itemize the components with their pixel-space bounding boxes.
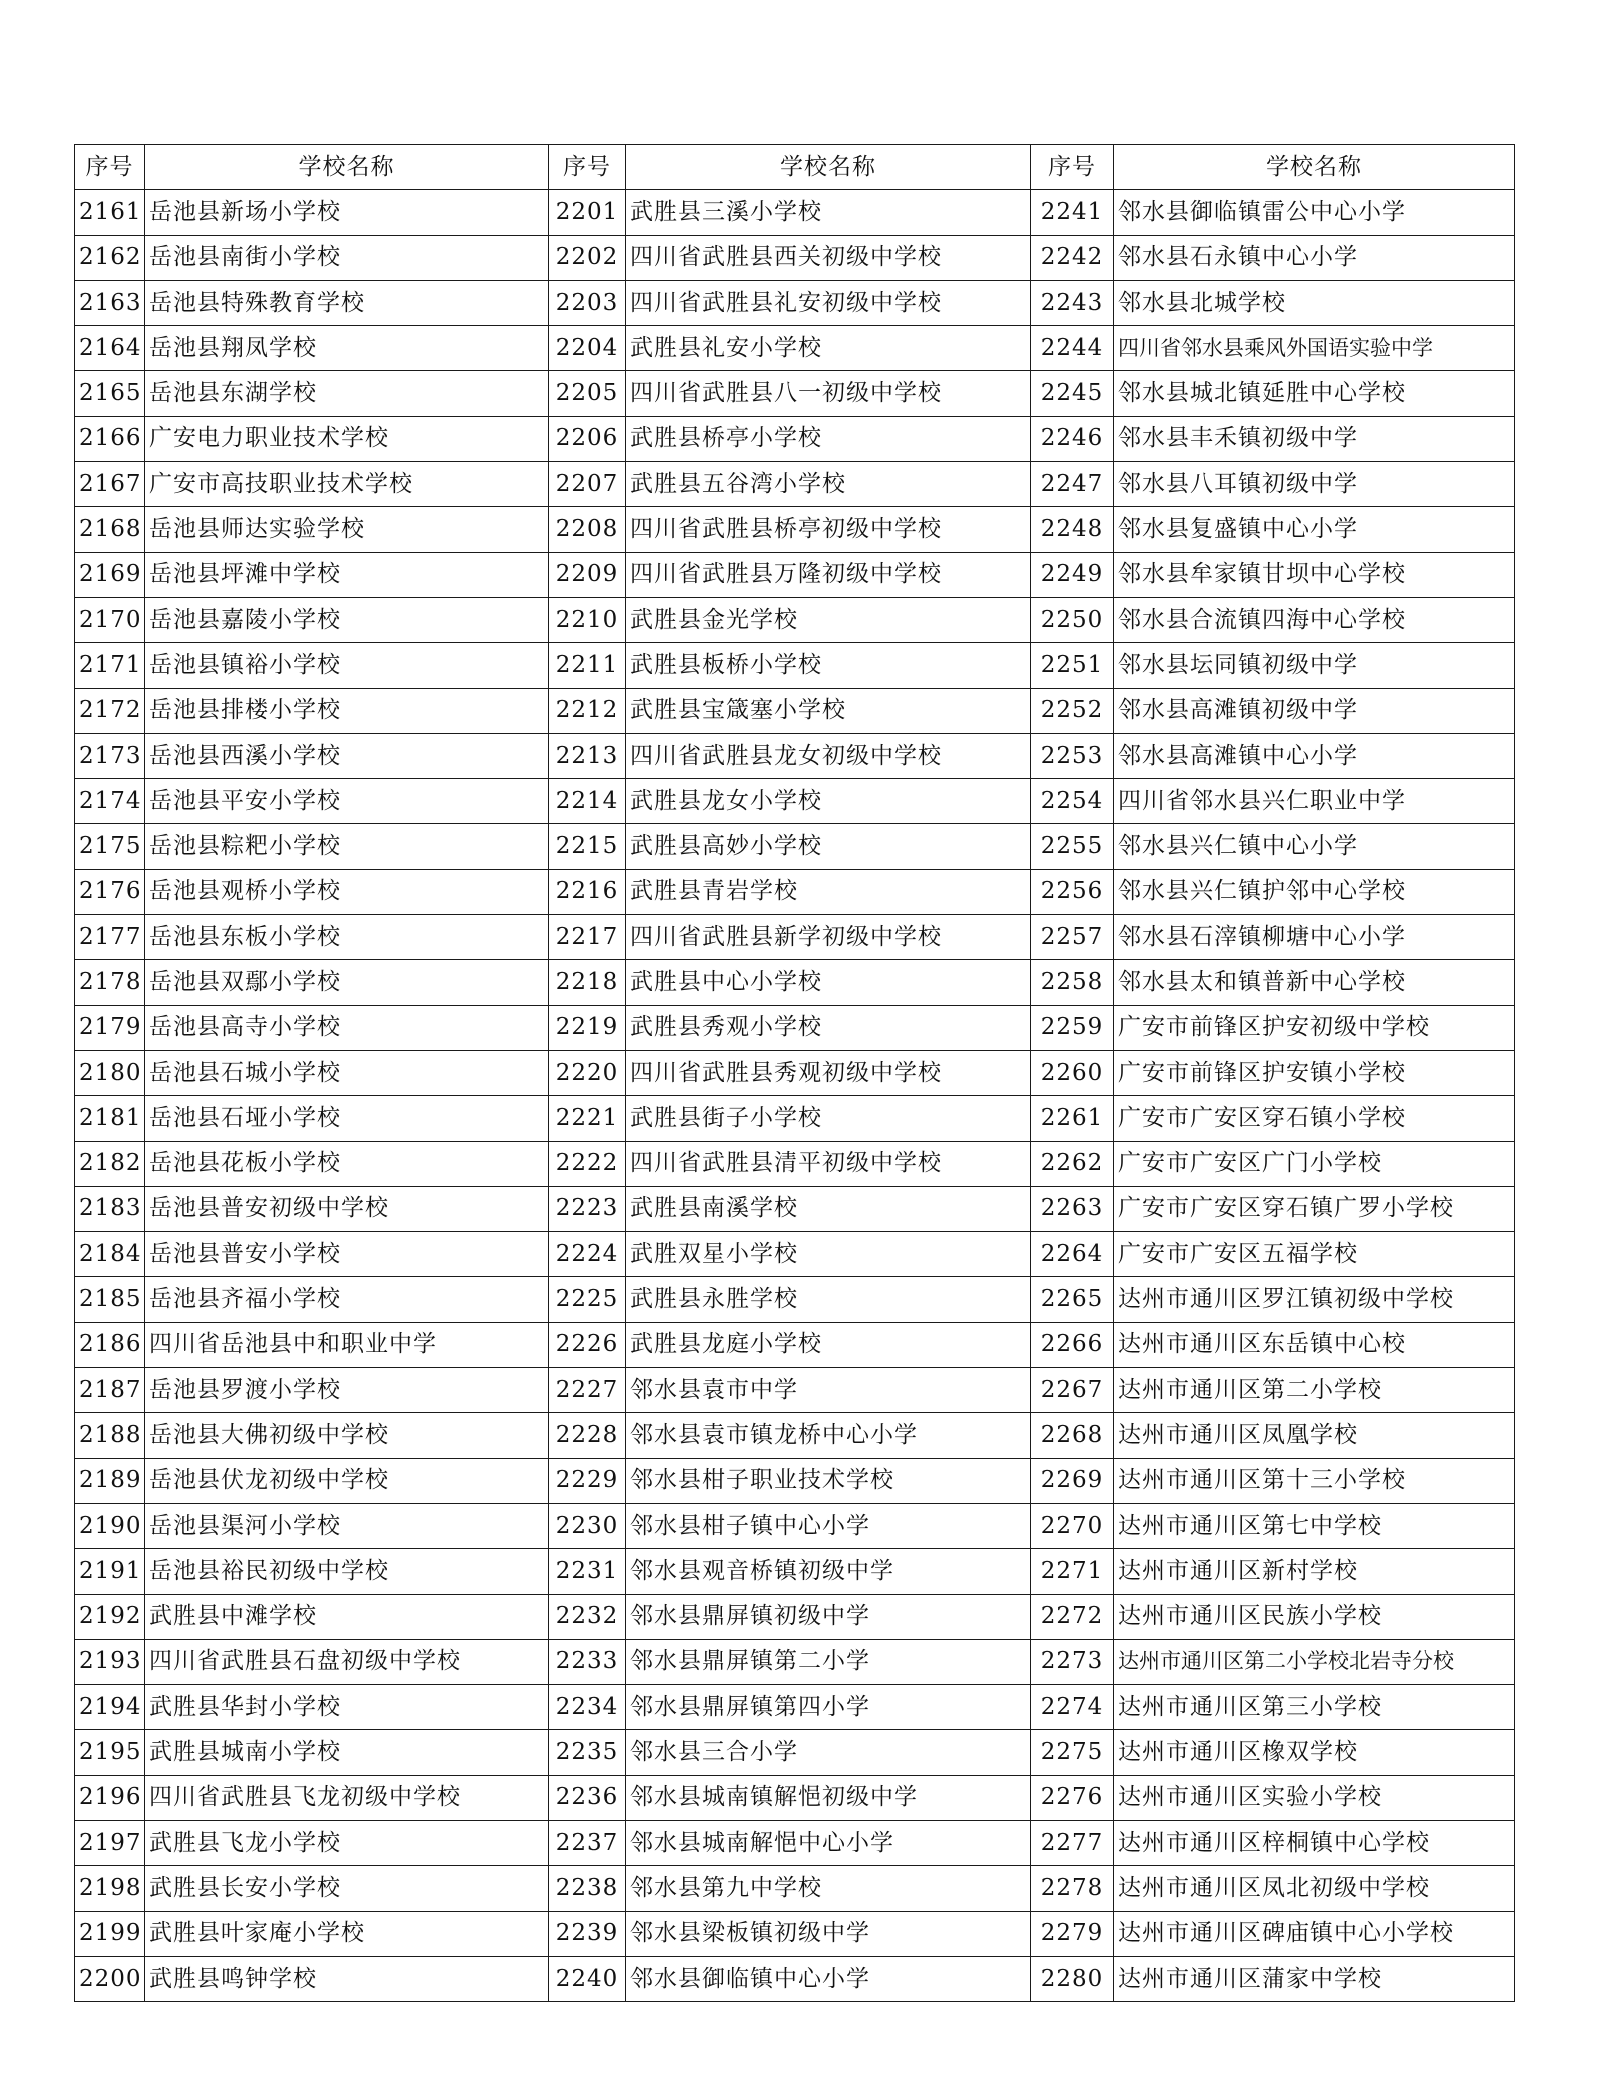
school-name-cell: 武胜县板桥小学校 bbox=[626, 643, 1031, 688]
seq-cell: 2199 bbox=[75, 1911, 145, 1956]
table-row bbox=[75, 1186, 1515, 1231]
school-name-cell: 四川省邻水县兴仁职业中学 bbox=[1114, 779, 1515, 824]
school-name-cell: 武胜双星小学校 bbox=[626, 1232, 1031, 1277]
seq-cell: 2163 bbox=[75, 280, 145, 325]
school-name-cell: 达州市通川区第二小学校 bbox=[1114, 1368, 1515, 1413]
school-name-cell: 达州市通川区东岳镇中心校 bbox=[1114, 1322, 1515, 1367]
school-name-cell: 四川省武胜县西关初级中学校 bbox=[626, 235, 1031, 280]
seq-cell: 2277 bbox=[1031, 1820, 1114, 1865]
school-name-cell: 岳池县镇裕小学校 bbox=[145, 643, 549, 688]
school-name-cell: 邻水县城北镇延胜中心学校 bbox=[1114, 371, 1515, 416]
table-row bbox=[75, 915, 1515, 960]
school-name-cell: 邻水县鼎屏镇第二小学 bbox=[626, 1639, 1031, 1684]
school-name-cell: 四川省武胜县桥亭初级中学校 bbox=[626, 507, 1031, 552]
seq-header: 序号 bbox=[75, 145, 145, 190]
school-name-cell: 岳池县西溪小学校 bbox=[145, 733, 549, 778]
seq-cell: 2175 bbox=[75, 824, 145, 869]
school-name-cell: 邻水县坛同镇初级中学 bbox=[1114, 643, 1515, 688]
school-name-cell: 邻水县高滩镇中心小学 bbox=[1114, 733, 1515, 778]
seq-cell: 2275 bbox=[1031, 1730, 1114, 1775]
seq-cell: 2224 bbox=[549, 1232, 626, 1277]
school-name-cell: 岳池县高寺小学校 bbox=[145, 1005, 549, 1050]
seq-cell: 2177 bbox=[75, 915, 145, 960]
table-row bbox=[75, 1775, 1515, 1820]
school-name-cell: 邻水县城南解悒中心小学 bbox=[626, 1820, 1031, 1865]
seq-cell: 2162 bbox=[75, 235, 145, 280]
school-name-cell: 达州市通川区民族小学校 bbox=[1114, 1594, 1515, 1639]
table-row bbox=[75, 733, 1515, 778]
seq-cell: 2267 bbox=[1031, 1368, 1114, 1413]
school-name-cell: 邻水县八耳镇初级中学 bbox=[1114, 462, 1515, 507]
seq-cell: 2256 bbox=[1031, 869, 1114, 914]
seq-cell: 2246 bbox=[1031, 416, 1114, 461]
seq-cell: 2202 bbox=[549, 235, 626, 280]
table-row bbox=[75, 688, 1515, 733]
seq-cell: 2235 bbox=[549, 1730, 626, 1775]
seq-cell: 2189 bbox=[75, 1458, 145, 1503]
table-row bbox=[75, 1639, 1515, 1684]
seq-cell: 2272 bbox=[1031, 1594, 1114, 1639]
seq-cell: 2209 bbox=[549, 552, 626, 597]
seq-cell: 2258 bbox=[1031, 960, 1114, 1005]
table-row bbox=[75, 869, 1515, 914]
seq-cell: 2249 bbox=[1031, 552, 1114, 597]
school-name-cell: 岳池县石城小学校 bbox=[145, 1050, 549, 1095]
school-name-cell: 武胜县金光学校 bbox=[626, 597, 1031, 642]
school-name-cell: 岳池县师达实验学校 bbox=[145, 507, 549, 552]
school-name-cell: 达州市通川区第三小学校 bbox=[1114, 1685, 1515, 1730]
seq-cell: 2234 bbox=[549, 1685, 626, 1730]
seq-header: 序号 bbox=[1031, 145, 1114, 190]
school-name-cell: 四川省武胜县龙女初级中学校 bbox=[626, 733, 1031, 778]
seq-cell: 2260 bbox=[1031, 1050, 1114, 1095]
seq-cell: 2271 bbox=[1031, 1549, 1114, 1594]
school-name-cell: 岳池县坪滩中学校 bbox=[145, 552, 549, 597]
seq-cell: 2268 bbox=[1031, 1413, 1114, 1458]
school-name-cell: 四川省武胜县八一初级中学校 bbox=[626, 371, 1031, 416]
table-row bbox=[75, 280, 1515, 325]
seq-cell: 2208 bbox=[549, 507, 626, 552]
school-name-cell: 武胜县长安小学校 bbox=[145, 1866, 549, 1911]
seq-cell: 2240 bbox=[549, 1956, 626, 2001]
school-name-cell: 邻水县御临镇雷公中心小学 bbox=[1114, 190, 1515, 235]
school-name-cell: 武胜县城南小学校 bbox=[145, 1730, 549, 1775]
school-name-cell: 邻水县石滓镇柳塘中心小学 bbox=[1114, 915, 1515, 960]
seq-cell: 2230 bbox=[549, 1503, 626, 1548]
school-name-cell: 四川省武胜县飞龙初级中学校 bbox=[145, 1775, 549, 1820]
school-name-cell: 达州市通川区罗江镇初级中学校 bbox=[1114, 1277, 1515, 1322]
seq-cell: 2184 bbox=[75, 1232, 145, 1277]
school-name-cell: 达州市通川区第七中学校 bbox=[1114, 1503, 1515, 1548]
table-row bbox=[75, 643, 1515, 688]
seq-cell: 2164 bbox=[75, 326, 145, 371]
seq-cell: 2238 bbox=[549, 1866, 626, 1911]
seq-cell: 2198 bbox=[75, 1866, 145, 1911]
table-row bbox=[75, 507, 1515, 552]
seq-cell: 2237 bbox=[549, 1820, 626, 1865]
school-name-cell: 达州市通川区蒲家中学校 bbox=[1114, 1956, 1515, 2001]
school-name-cell: 四川省武胜县清平初级中学校 bbox=[626, 1141, 1031, 1186]
seq-cell: 2168 bbox=[75, 507, 145, 552]
seq-cell: 2192 bbox=[75, 1594, 145, 1639]
school-name-cell: 邻水县合流镇四海中心学校 bbox=[1114, 597, 1515, 642]
seq-cell: 2205 bbox=[549, 371, 626, 416]
school-name-cell: 岳池县排楼小学校 bbox=[145, 688, 549, 733]
school-name-cell: 武胜县叶家庵小学校 bbox=[145, 1911, 549, 1956]
school-name-cell: 邻水县北城学校 bbox=[1114, 280, 1515, 325]
table-row bbox=[75, 326, 1515, 371]
table-row bbox=[75, 1050, 1515, 1095]
school-name-cell: 武胜县街子小学校 bbox=[626, 1096, 1031, 1141]
school-name-cell: 岳池县伏龙初级中学校 bbox=[145, 1458, 549, 1503]
school-name-cell: 岳池县翔凤学校 bbox=[145, 326, 549, 371]
school-name-cell: 达州市通川区新村学校 bbox=[1114, 1549, 1515, 1594]
seq-cell: 2190 bbox=[75, 1503, 145, 1548]
seq-cell: 2233 bbox=[549, 1639, 626, 1684]
school-name-cell: 达州市通川区第十三小学校 bbox=[1114, 1458, 1515, 1503]
seq-cell: 2227 bbox=[549, 1368, 626, 1413]
table-row bbox=[75, 235, 1515, 280]
seq-cell: 2214 bbox=[549, 779, 626, 824]
seq-cell: 2262 bbox=[1031, 1141, 1114, 1186]
school-name-cell: 邻水县御临镇中心小学 bbox=[626, 1956, 1031, 2001]
school-list-table bbox=[74, 144, 1515, 2002]
school-name-cell: 邻水县袁市中学 bbox=[626, 1368, 1031, 1413]
seq-cell: 2169 bbox=[75, 552, 145, 597]
table-row bbox=[75, 597, 1515, 642]
seq-cell: 2174 bbox=[75, 779, 145, 824]
table-row bbox=[75, 1322, 1515, 1367]
table-row bbox=[75, 1005, 1515, 1050]
school-name-cell: 广安市广安区穿石镇广罗小学校 bbox=[1114, 1186, 1515, 1231]
seq-cell: 2251 bbox=[1031, 643, 1114, 688]
seq-cell: 2196 bbox=[75, 1775, 145, 1820]
table-row bbox=[75, 1368, 1515, 1413]
seq-cell: 2231 bbox=[549, 1549, 626, 1594]
table-row bbox=[75, 1458, 1515, 1503]
school-name-cell: 广安市广安区五福学校 bbox=[1114, 1232, 1515, 1277]
seq-cell: 2257 bbox=[1031, 915, 1114, 960]
seq-cell: 2247 bbox=[1031, 462, 1114, 507]
seq-cell: 2191 bbox=[75, 1549, 145, 1594]
school-name-header: 学校名称 bbox=[626, 145, 1031, 190]
table-row bbox=[75, 1096, 1515, 1141]
school-name-cell: 达州市通川区实验小学校 bbox=[1114, 1775, 1515, 1820]
table-row bbox=[75, 1820, 1515, 1865]
school-name-header: 学校名称 bbox=[145, 145, 549, 190]
table-body bbox=[75, 190, 1515, 2002]
seq-cell: 2232 bbox=[549, 1594, 626, 1639]
seq-cell: 2161 bbox=[75, 190, 145, 235]
seq-cell: 2200 bbox=[75, 1956, 145, 2001]
seq-header: 序号 bbox=[549, 145, 626, 190]
school-name-cell: 武胜县飞龙小学校 bbox=[145, 1820, 549, 1865]
seq-cell: 2266 bbox=[1031, 1322, 1114, 1367]
school-name-header: 学校名称 bbox=[1114, 145, 1515, 190]
seq-cell: 2222 bbox=[549, 1141, 626, 1186]
seq-cell: 2172 bbox=[75, 688, 145, 733]
table-header-row bbox=[75, 145, 1515, 190]
seq-cell: 2219 bbox=[549, 1005, 626, 1050]
seq-cell: 2188 bbox=[75, 1413, 145, 1458]
seq-cell: 2248 bbox=[1031, 507, 1114, 552]
seq-cell: 2176 bbox=[75, 869, 145, 914]
seq-cell: 2213 bbox=[549, 733, 626, 778]
seq-cell: 2173 bbox=[75, 733, 145, 778]
seq-cell: 2245 bbox=[1031, 371, 1114, 416]
school-name-cell: 岳池县罗渡小学校 bbox=[145, 1368, 549, 1413]
table-row bbox=[75, 824, 1515, 869]
seq-cell: 2195 bbox=[75, 1730, 145, 1775]
seq-cell: 2170 bbox=[75, 597, 145, 642]
school-name-cell: 广安市广安区穿石镇小学校 bbox=[1114, 1096, 1515, 1141]
school-name-cell: 武胜县宝箴塞小学校 bbox=[626, 688, 1031, 733]
table-row bbox=[75, 371, 1515, 416]
seq-cell: 2228 bbox=[549, 1413, 626, 1458]
seq-cell: 2280 bbox=[1031, 1956, 1114, 2001]
school-name-cell: 岳池县齐福小学校 bbox=[145, 1277, 549, 1322]
seq-cell: 2165 bbox=[75, 371, 145, 416]
school-name-cell: 岳池县渠河小学校 bbox=[145, 1503, 549, 1548]
school-name-cell: 四川省邻水县乘风外国语实验中学 bbox=[1114, 326, 1515, 371]
seq-cell: 2194 bbox=[75, 1685, 145, 1730]
school-name-cell: 岳池县花板小学校 bbox=[145, 1141, 549, 1186]
school-name-cell: 邻水县太和镇普新中心学校 bbox=[1114, 960, 1515, 1005]
seq-cell: 2218 bbox=[549, 960, 626, 1005]
seq-cell: 2261 bbox=[1031, 1096, 1114, 1141]
table-row bbox=[75, 1503, 1515, 1548]
school-name-cell: 四川省武胜县秀观初级中学校 bbox=[626, 1050, 1031, 1095]
school-name-cell: 岳池县观桥小学校 bbox=[145, 869, 549, 914]
school-name-cell: 邻水县高滩镇初级中学 bbox=[1114, 688, 1515, 733]
school-name-cell: 邻水县袁市镇龙桥中心小学 bbox=[626, 1413, 1031, 1458]
school-name-cell: 岳池县粽粑小学校 bbox=[145, 824, 549, 869]
school-name-cell: 广安市前锋区护安初级中学校 bbox=[1114, 1005, 1515, 1050]
seq-cell: 2269 bbox=[1031, 1458, 1114, 1503]
seq-cell: 2265 bbox=[1031, 1277, 1114, 1322]
seq-cell: 2263 bbox=[1031, 1186, 1114, 1231]
seq-cell: 2220 bbox=[549, 1050, 626, 1095]
school-name-cell: 岳池县新场小学校 bbox=[145, 190, 549, 235]
school-name-cell: 岳池县大佛初级中学校 bbox=[145, 1413, 549, 1458]
school-name-cell: 武胜县南溪学校 bbox=[626, 1186, 1031, 1231]
table-row bbox=[75, 1232, 1515, 1277]
school-name-cell: 邻水县兴仁镇护邻中心学校 bbox=[1114, 869, 1515, 914]
school-name-cell: 岳池县普安小学校 bbox=[145, 1232, 549, 1277]
school-name-cell: 岳池县东湖学校 bbox=[145, 371, 549, 416]
school-name-cell: 广安市前锋区护安镇小学校 bbox=[1114, 1050, 1515, 1095]
school-name-cell: 岳池县平安小学校 bbox=[145, 779, 549, 824]
seq-cell: 2178 bbox=[75, 960, 145, 1005]
seq-cell: 2270 bbox=[1031, 1503, 1114, 1548]
table-row bbox=[75, 960, 1515, 1005]
table-row bbox=[75, 552, 1515, 597]
seq-cell: 2244 bbox=[1031, 326, 1114, 371]
school-name-cell: 武胜县青岩学校 bbox=[626, 869, 1031, 914]
table-row bbox=[75, 1956, 1515, 2001]
school-name-cell: 四川省岳池县中和职业中学 bbox=[145, 1322, 549, 1367]
table-row bbox=[75, 1413, 1515, 1458]
school-name-cell: 四川省武胜县万隆初级中学校 bbox=[626, 552, 1031, 597]
school-name-cell: 岳池县东板小学校 bbox=[145, 915, 549, 960]
seq-cell: 2166 bbox=[75, 416, 145, 461]
school-name-cell: 邻水县柑子镇中心小学 bbox=[626, 1503, 1031, 1548]
school-name-cell: 武胜县鸣钟学校 bbox=[145, 1956, 549, 2001]
school-name-cell: 岳池县裕民初级中学校 bbox=[145, 1549, 549, 1594]
table-row bbox=[75, 1594, 1515, 1639]
school-name-cell: 武胜县五谷湾小学校 bbox=[626, 462, 1031, 507]
seq-cell: 2215 bbox=[549, 824, 626, 869]
school-name-cell: 武胜县华封小学校 bbox=[145, 1685, 549, 1730]
seq-cell: 2239 bbox=[549, 1911, 626, 1956]
seq-cell: 2181 bbox=[75, 1096, 145, 1141]
school-name-cell: 达州市通川区梓桐镇中心学校 bbox=[1114, 1820, 1515, 1865]
seq-cell: 2226 bbox=[549, 1322, 626, 1367]
seq-cell: 2223 bbox=[549, 1186, 626, 1231]
seq-cell: 2273 bbox=[1031, 1639, 1114, 1684]
school-name-cell: 邻水县三合小学 bbox=[626, 1730, 1031, 1775]
seq-cell: 2210 bbox=[549, 597, 626, 642]
seq-cell: 2217 bbox=[549, 915, 626, 960]
table-row bbox=[75, 1141, 1515, 1186]
school-name-cell: 四川省武胜县石盘初级中学校 bbox=[145, 1639, 549, 1684]
seq-cell: 2252 bbox=[1031, 688, 1114, 733]
school-name-cell: 邻水县鼎屏镇第四小学 bbox=[626, 1685, 1031, 1730]
seq-cell: 2171 bbox=[75, 643, 145, 688]
school-name-cell: 达州市通川区碑庙镇中心小学校 bbox=[1114, 1911, 1515, 1956]
seq-cell: 2250 bbox=[1031, 597, 1114, 642]
table-row bbox=[75, 1549, 1515, 1594]
school-name-cell: 武胜县永胜学校 bbox=[626, 1277, 1031, 1322]
table-row bbox=[75, 1866, 1515, 1911]
seq-cell: 2274 bbox=[1031, 1685, 1114, 1730]
school-name-cell: 邻水县鼎屏镇初级中学 bbox=[626, 1594, 1031, 1639]
seq-cell: 2182 bbox=[75, 1141, 145, 1186]
table-row bbox=[75, 190, 1515, 235]
seq-cell: 2255 bbox=[1031, 824, 1114, 869]
school-name-cell: 邻水县牟家镇甘坝中心学校 bbox=[1114, 552, 1515, 597]
school-name-cell: 武胜县中心小学校 bbox=[626, 960, 1031, 1005]
seq-cell: 2186 bbox=[75, 1322, 145, 1367]
school-name-cell: 达州市通川区第二小学校北岩寺分校 bbox=[1114, 1639, 1515, 1684]
school-name-cell: 武胜县龙庭小学校 bbox=[626, 1322, 1031, 1367]
school-name-cell: 邻水县丰禾镇初级中学 bbox=[1114, 416, 1515, 461]
seq-cell: 2183 bbox=[75, 1186, 145, 1231]
table-row bbox=[75, 1685, 1515, 1730]
school-name-cell: 达州市通川区凤北初级中学校 bbox=[1114, 1866, 1515, 1911]
school-name-cell: 武胜县秀观小学校 bbox=[626, 1005, 1031, 1050]
school-name-cell: 武胜县中滩学校 bbox=[145, 1594, 549, 1639]
table-row bbox=[75, 462, 1515, 507]
seq-cell: 2201 bbox=[549, 190, 626, 235]
school-name-cell: 武胜县礼安小学校 bbox=[626, 326, 1031, 371]
seq-cell: 2279 bbox=[1031, 1911, 1114, 1956]
seq-cell: 2254 bbox=[1031, 779, 1114, 824]
seq-cell: 2180 bbox=[75, 1050, 145, 1095]
school-name-cell: 岳池县嘉陵小学校 bbox=[145, 597, 549, 642]
seq-cell: 2203 bbox=[549, 280, 626, 325]
school-name-cell: 四川省武胜县礼安初级中学校 bbox=[626, 280, 1031, 325]
seq-cell: 2193 bbox=[75, 1639, 145, 1684]
seq-cell: 2278 bbox=[1031, 1866, 1114, 1911]
seq-cell: 2236 bbox=[549, 1775, 626, 1820]
seq-cell: 2264 bbox=[1031, 1232, 1114, 1277]
seq-cell: 2225 bbox=[549, 1277, 626, 1322]
school-name-cell: 邻水县兴仁镇中心小学 bbox=[1114, 824, 1515, 869]
school-name-cell: 武胜县高妙小学校 bbox=[626, 824, 1031, 869]
seq-cell: 2216 bbox=[549, 869, 626, 914]
school-name-cell: 岳池县南街小学校 bbox=[145, 235, 549, 280]
school-name-cell: 四川省武胜县新学初级中学校 bbox=[626, 915, 1031, 960]
table-row bbox=[75, 416, 1515, 461]
seq-cell: 2221 bbox=[549, 1096, 626, 1141]
school-name-cell: 邻水县第九中学校 bbox=[626, 1866, 1031, 1911]
table-row bbox=[75, 1277, 1515, 1322]
school-name-cell: 邻水县复盛镇中心小学 bbox=[1114, 507, 1515, 552]
school-name-cell: 广安市广安区广门小学校 bbox=[1114, 1141, 1515, 1186]
seq-cell: 2241 bbox=[1031, 190, 1114, 235]
seq-cell: 2229 bbox=[549, 1458, 626, 1503]
seq-cell: 2243 bbox=[1031, 280, 1114, 325]
seq-cell: 2179 bbox=[75, 1005, 145, 1050]
school-name-cell: 武胜县三溪小学校 bbox=[626, 190, 1031, 235]
seq-cell: 2207 bbox=[549, 462, 626, 507]
table-row bbox=[75, 779, 1515, 824]
school-name-cell: 武胜县龙女小学校 bbox=[626, 779, 1031, 824]
table-row bbox=[75, 1730, 1515, 1775]
seq-cell: 2253 bbox=[1031, 733, 1114, 778]
school-name-cell: 达州市通川区凤凰学校 bbox=[1114, 1413, 1515, 1458]
school-name-cell: 广安电力职业技术学校 bbox=[145, 416, 549, 461]
school-name-cell: 岳池县石垭小学校 bbox=[145, 1096, 549, 1141]
seq-cell: 2212 bbox=[549, 688, 626, 733]
school-name-cell: 达州市通川区橡双学校 bbox=[1114, 1730, 1515, 1775]
seq-cell: 2276 bbox=[1031, 1775, 1114, 1820]
seq-cell: 2259 bbox=[1031, 1005, 1114, 1050]
seq-cell: 2204 bbox=[549, 326, 626, 371]
school-name-cell: 邻水县石永镇中心小学 bbox=[1114, 235, 1515, 280]
seq-cell: 2187 bbox=[75, 1368, 145, 1413]
school-name-cell: 邻水县柑子职业技术学校 bbox=[626, 1458, 1031, 1503]
table-row bbox=[75, 1911, 1515, 1956]
school-name-cell: 岳池县特殊教育学校 bbox=[145, 280, 549, 325]
seq-cell: 2197 bbox=[75, 1820, 145, 1865]
seq-cell: 2167 bbox=[75, 462, 145, 507]
school-name-cell: 邻水县观音桥镇初级中学 bbox=[626, 1549, 1031, 1594]
seq-cell: 2185 bbox=[75, 1277, 145, 1322]
school-name-cell: 岳池县普安初级中学校 bbox=[145, 1186, 549, 1231]
seq-cell: 2242 bbox=[1031, 235, 1114, 280]
school-name-cell: 邻水县梁板镇初级中学 bbox=[626, 1911, 1031, 1956]
school-name-cell: 邻水县城南镇解悒初级中学 bbox=[626, 1775, 1031, 1820]
seq-cell: 2206 bbox=[549, 416, 626, 461]
school-name-cell: 广安市高技职业技术学校 bbox=[145, 462, 549, 507]
school-name-cell: 岳池县双鄢小学校 bbox=[145, 960, 549, 1005]
seq-cell: 2211 bbox=[549, 643, 626, 688]
school-name-cell: 武胜县桥亭小学校 bbox=[626, 416, 1031, 461]
